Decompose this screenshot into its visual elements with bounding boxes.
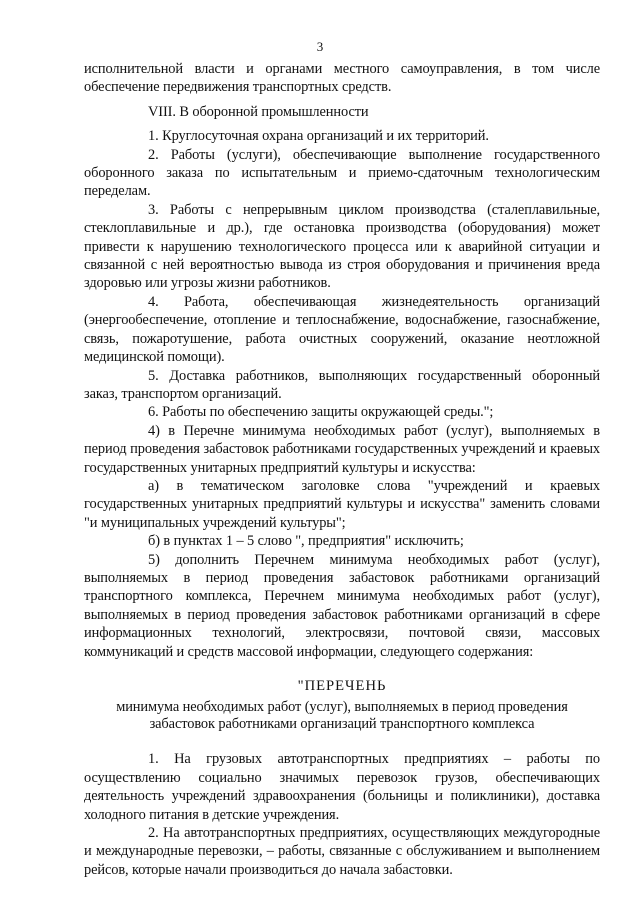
intro-paragraph: исполнительной власти и органами местного самоуправления, в том числе обеспечение передвижения транспортных средств. [84,61,600,96]
list-title: "ПЕРЕЧЕНЬ [297,678,387,694]
section-item-6: 6. Работы по обеспечению защиты окружающей среды."; [148,404,494,421]
section-item-2: 2. Работы (услуги), обеспечивающие выполнение государственного оборонного заказа по испытательным и приемо-сдаточным технологическим переделам. [84,146,600,200]
section-item-3: 3. Работы с непрерывным циклом производства (сталеплавильные, стеклоплавильные и др.), где остановка производства (оборудования) может привести к нарушению технологического процесса или к аварийной ситуации и связанной с ней вероятностью вывода из строя оборудования и причинения вреда здоровью или угрозы жизни работников. [84,201,600,292]
section-heading: VIII. В оборонной промышленности [148,103,369,120]
page-number: 3 [316,39,324,54]
amendment-4: 4) в Перечне минимума необходимых работ (услуг), выполняемых в период проведения забастовок работниками государственных учреждений и краевых государственных унитарных предприятий культуры и искусства: [84,422,600,476]
amendment-4b: б) в пунктах 1 – 5 слово ", предприятия" исключить; [148,533,464,550]
amendment-4a: а) в тематическом заголовке слова "учреждений и краевых государственных унитарных предприятий культуры и искусства" заменить словами "и муниципальных учреждений культуры"; [84,477,600,531]
section-item-4: 4. Работа, обеспечивающая жизнедеятельность организаций (энергообеспечение, отопление и теплоснабжение, водоснабжение, газоснабжение, связь, пожаротушение, работа очистных сооружений, оказание неотложной медицинской помощи). [84,293,600,366]
section-item-1: 1. Круглосуточная охрана организаций и их территорий. [148,128,489,145]
document-body [84,60,600,879]
amendment-5: 5) дополнить Перечнем минимума необходимых работ (услуг), выполняемых в период проведения забастовок работниками организаций транспортного комплекса, Перечнем минимума необходимых работ (услуг), выполняемых в период проведения забастовок работниками организаций в сфере информационных технологий, электросвязи, почтовой связи, массовых коммуникаций и средств массовой информации, следующего содержания: [84,551,600,660]
list-subtitle: минимума необходимых работ (услуг), выполняемых в период проведения забастовок работниками организаций транспортного комплекса [116,699,568,732]
transport-item-2: 2. На автотранспортных предприятиях, осуществляющих междугородные и международные перевозки, – работы, связанные с обслуживанием и выполнением рейсов, которые начали производиться до начала забастовки. [84,825,600,878]
transport-item-1: 1. На грузовых автотранспортных предприятиях – работы по осуществлению социально значимых перевозок грузов, обеспечивающих деятельность учреждений здравоохранения (больницы и поликлиники), доставка холодного питания в детские учреждения. [84,751,600,823]
section-item-5: 5. Доставка работников, выполняющих государственный оборонный заказ, транспортом организаций. [84,367,600,402]
